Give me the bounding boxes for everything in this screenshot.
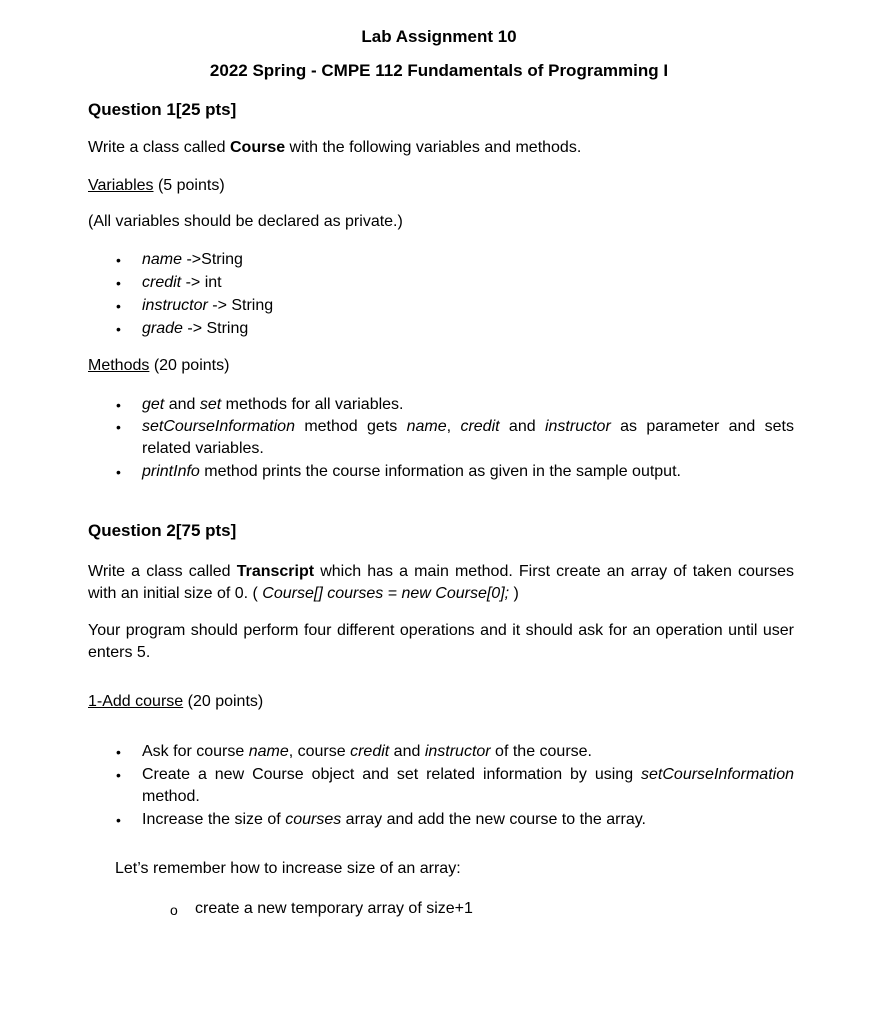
list-item: setCourseInformation method gets name, credit and instructor as parameter and sets related variables. <box>142 418 795 457</box>
q1-intro: Write a class called Course with the following variables and methods. <box>88 139 582 156</box>
bullet-icon: • <box>116 744 121 760</box>
question-1-heading: Question 1[25 pts] <box>88 100 237 119</box>
bullet-icon: • <box>116 464 121 480</box>
bullet-icon: • <box>116 767 121 783</box>
list-item: get and set methods for all variables. <box>142 396 404 413</box>
class-name-transcript: Transcript <box>236 563 315 580</box>
class-name-course: Course <box>229 139 286 156</box>
list-item: Ask for course name, course credit and instructor of the course. <box>142 743 592 760</box>
circle-bullet-icon: o <box>170 902 178 918</box>
list-item: credit -> int <box>142 274 222 291</box>
list-item: instructor -> String <box>142 297 274 314</box>
bullet-icon: • <box>116 298 121 314</box>
list-item: create a new temporary array of size+1 <box>195 900 473 917</box>
q2-operations-text: Your program should perform four different operations and it should ask for an operation until user enters 5. <box>88 622 794 661</box>
bullet-icon: • <box>116 397 121 413</box>
list-item: grade -> String <box>142 320 249 337</box>
document-title: Lab Assignment 10 <box>361 27 517 46</box>
list-item: Increase the size of courses array and add the new course to the array. <box>142 811 646 828</box>
methods-section-label: Methods (20 points) <box>88 357 230 374</box>
variables-section-label: Variables (5 points) <box>88 177 225 194</box>
add-course-section-label: 1-Add course (20 points) <box>88 693 264 710</box>
array-resize-note: Let’s remember how to increase size of an array: <box>115 860 461 877</box>
bullet-icon: • <box>116 419 121 435</box>
bullet-icon: • <box>116 812 121 828</box>
document-subtitle: 2022 Spring - CMPE 112 Fundamentals of Programming I <box>209 61 669 80</box>
bullet-icon: • <box>116 321 121 337</box>
question-2-heading: Question 2[75 pts] <box>88 521 237 540</box>
list-item: printInfo method prints the course information as given in the sample output. <box>142 463 681 480</box>
list-item: Create a new Course object and set related information by using setCourseInformation method. <box>142 766 794 805</box>
bullet-icon: • <box>116 275 121 291</box>
q2-intro: Write a class called Transcript which has a main method. First create an array of taken courses with an initial size of 0. ( Course[] courses = new Course[0]; ) <box>88 563 794 602</box>
private-note: (All variables should be declared as private.) <box>88 213 403 230</box>
bullet-icon: • <box>116 252 121 268</box>
list-item: name ->String <box>142 251 243 268</box>
